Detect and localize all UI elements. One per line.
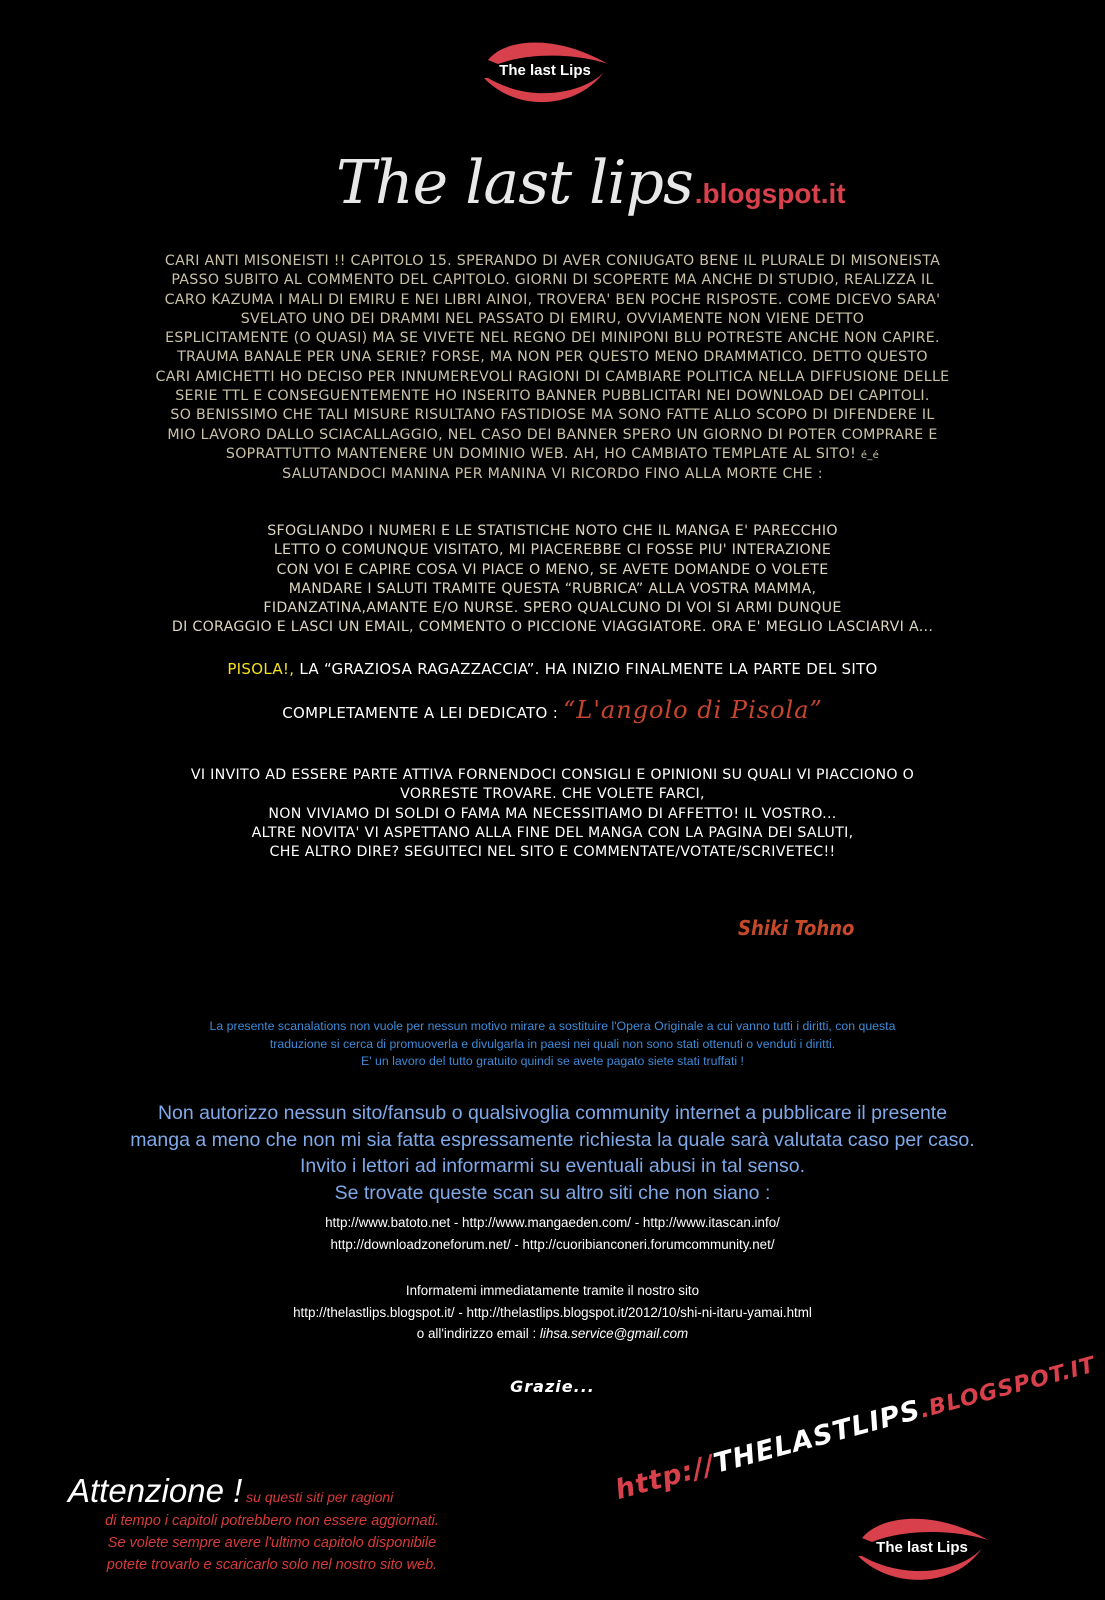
intro-line: CARI ANTI MISONEISTI !! CAPITOLO 15. SPERANDO DI AVER CONIUGATO BENE IL PLURALE DI MISONEISTA: [164, 253, 941, 269]
intro-line: SERIE TTL E CONSEGUENTEMENTE HO INSERITO BANNER PUBBLICITARI NEI DOWNLOAD DEI CAPITOLI.: [175, 388, 930, 405]
site-title-domain: .blogspot.it: [694, 178, 846, 209]
paragraph-2-line: CON VOI E CAPIRE COSA VI PIACE O MENO, SE AVETE DOMANDE O VOLETE: [276, 561, 829, 578]
pisola-text: LA “GRAZIOSA RAGAZZACCIA”. HA INIZIO FINALMENTE LA PARTE DEL SITO: [294, 660, 878, 678]
contact-email-prefix: o all'indirizzo email :: [416, 1326, 540, 1341]
paragraph-2-line: SFOGLIANDO I NUMERI E LE STATISTICHE NOTO CHE IL MANGA E' PARECCHIO: [267, 523, 838, 539]
footer-url[interactable]: [612, 1348, 1099, 1506]
intro-line: CARO KAZUMA I MALI DI EMIRU E NEI LIBRI AINOI, TROVERA' BEN POCHE RISPOSTE. COME DICEVO SARA': [164, 291, 941, 308]
intro-line-text: SOPRATTUTTO MANTENERE UN DOMINIO WEB. AH, HO CAMBIATO TEMPLATE AL SITO!: [225, 445, 857, 462]
link-line[interactable]: http://www.batoto.net - http://www.mangaeden.com/ - http://www.itascan.info/: [325, 1215, 780, 1230]
warning-line: Invito i lettori ad informarmi su eventuali abusi in tal senso.: [299, 1155, 806, 1177]
paragraph-3-line: NON VIVIAMO DI SOLDI O FAMA MA NECESSITIAMO DI AFFETTO! IL VOSTRO...: [268, 805, 837, 822]
attenzione-inline: su questi siti per ragioni: [242, 1489, 394, 1505]
paragraph-2-line: FIDANZATINA,AMANTE E/O NURSE. SPERO QUALCUNO DI VOI SI ARMI DUNQUE: [263, 600, 842, 617]
signature: Shiki Tohno: [738, 916, 855, 940]
contact-email-link[interactable]: lihsa.service@gmail.com: [539, 1326, 689, 1341]
paragraph-3-line: CHE ALTRO DIRE? SEGUITECI NEL SITO E COMMENTATE/VOTATE/SCRIVETEC!!: [269, 844, 836, 861]
intro-line: SALUTANDOCI MANINA PER MANINA VI RICORDO FINO ALLA MORTE CHE :: [282, 466, 823, 483]
paragraph-2-line: LETTO O COMUNQUE VISITATO, MI PIACEREBBE CI FOSSE PIU' INTERAZIONE: [273, 542, 832, 559]
attenzione-line: potete trovarlo e scaricarlo solo nel nostro sito web.: [106, 1557, 438, 1573]
warning-block: [40, 1100, 1065, 1206]
paragraph-3: [60, 766, 1045, 862]
disclaimer-line: E' un lavoro del tutto gratuito quindi se avete pagato siete stati truffati !: [361, 1054, 744, 1069]
attenzione-title: Attenzione !: [68, 1472, 243, 1509]
paragraph-2: [40, 522, 1065, 638]
paragraph-3-line: VI INVITO AD ESSERE PARTE ATTIVA FORNENDOCI CONSIGLI E OPINIONI SU QUALI VI PIACCIONO O: [190, 767, 915, 783]
grazie-text: Grazie...: [510, 1377, 595, 1396]
disclaimer: [100, 1018, 1005, 1071]
site-title: [336, 148, 846, 218]
intro-line: ESPLICITAMENTE (O QUASI) MA SE VIVETE NEL REGNO DEI MINIPONI BLU POTRESTE ANCHE NON CAPIRE.: [165, 330, 940, 347]
attenzione-line: Se volete sempre avere l'ultimo capitolo disponibile: [107, 1535, 437, 1551]
disclaimer-line: traduzione si cerca di promuoverla e divulgarla in paesi nei quali non sono stati ottenuti o venduti i diritti.: [269, 1036, 836, 1051]
angolo-line: [0, 696, 1105, 724]
footer-url-name: THELASTLIPS: [710, 1394, 925, 1480]
angolo-title: “L'angolo di Pisola”: [563, 696, 823, 724]
top-logo: [476, 34, 614, 108]
intro-line: SVELATO UNO DEI DRAMMI NEL PASSATO DI EMIRU, OVVIAMENTE NON VIENE DETTO: [240, 310, 865, 327]
pisola-line: [0, 660, 1105, 678]
disclaimer-line: La presente scanalations non vuole per nessun motivo mirare a sostituire l'Opera Originale a cui vanno tutti i diritti, con questa: [209, 1019, 896, 1033]
contact-block: [0, 1280, 1105, 1345]
emoticon: é_é: [860, 449, 880, 461]
intro-line: [50, 445, 1055, 465]
paragraph-2-line: MANDARE I SALUTI TRAMITE QUESTA “RUBRICA” ALLA VOSTRA MAMMA,: [288, 580, 817, 597]
bottom-logo-text: The last Lips: [876, 1539, 968, 1556]
paragraph-3-line: ALTRE NOVITA' VI ASPETTANO ALLA FINE DEL MANGA CON LA PAGINA DEI SALUTI,: [251, 824, 854, 841]
attenzione-block: [68, 1472, 488, 1576]
pisola-name: PISOLA!,: [227, 660, 295, 678]
intro-paragraph: [50, 252, 1055, 485]
intro-line: CARI AMICHETTI HO DECISO PER INNUMEREVOLI RAGIONI DI CAMBIARE POLITICA NELLA DIFFUSIONE DELLE: [155, 368, 950, 385]
contact-links[interactable]: http://thelastlips.blogspot.it/ - http://thelastlips.blogspot.it/2012/10/shi-ni-itaru-yamai.html: [293, 1304, 812, 1320]
contact-email-line: [0, 1323, 1105, 1345]
paragraph-2-line: DI CORAGGIO E LASCI UN EMAIL, COMMENTO O PICCIONE VIAGGIATORE. ORA E' MEGLIO LASCIARVI A...: [171, 619, 934, 636]
bottom-logo: [852, 1510, 992, 1586]
intro-line: PASSO SUBITO AL COMMENTO DEL CAPITOLO. GIORNI DI SCOPERTE MA ANCHE DI STUDIO, REALIZZA IL: [171, 272, 934, 289]
warning-line: manga a meno che non mi sia fatta espressamente richiesta la quale sarà valutata caso per caso.: [130, 1128, 975, 1151]
intro-line: MIO LAVORO DALLO SCIACALLAGGIO, NEL CASO DEI BANNER SPERO UN GIORNO DI POTER COMPRARE E: [167, 426, 938, 443]
intro-line: SO BENISSIMO CHE TALI MISURE RISULTANO FASTIDIOSE MA SONO FATTE ALLO SCOPO DI DIFENDERE IL: [170, 407, 935, 424]
warning-line: Se trovate queste scan su altro siti che non siano :: [334, 1181, 771, 1204]
angolo-prefix: COMPLETAMENTE A LEI DEDICATO :: [282, 704, 564, 722]
footer-url-domain: .BLOGSPOT.IT: [917, 1352, 1099, 1424]
intro-line: TRAUMA BANALE PER UNA SERIE? FORSE, MA NON PER QUESTO MENO DRAMMATICO. DETTO QUESTO: [177, 349, 928, 366]
contact-line: Informatemi immediatamente tramite il nostro sito: [405, 1283, 700, 1298]
attenzione-line: di tempo i capitoli potrebbero non essere aggiornati.: [105, 1513, 439, 1529]
site-title-script: The last lips: [336, 148, 693, 218]
paragraph-3-line: VORRESTE TROVARE. CHE VOLETE FARCI,: [400, 786, 705, 803]
link-line[interactable]: http://downloadzoneforum.net/ - http://cuoribianconeri.forumcommunity.net/: [330, 1236, 775, 1252]
footer-url-scheme: http://: [611, 1449, 719, 1506]
top-logo-text: The last Lips: [499, 62, 591, 79]
warning-line: Non autorizzo nessun sito/fansub o qualsivoglia community internet a pubblicare il presente: [157, 1102, 948, 1124]
unauthorized-links: [0, 1212, 1105, 1255]
